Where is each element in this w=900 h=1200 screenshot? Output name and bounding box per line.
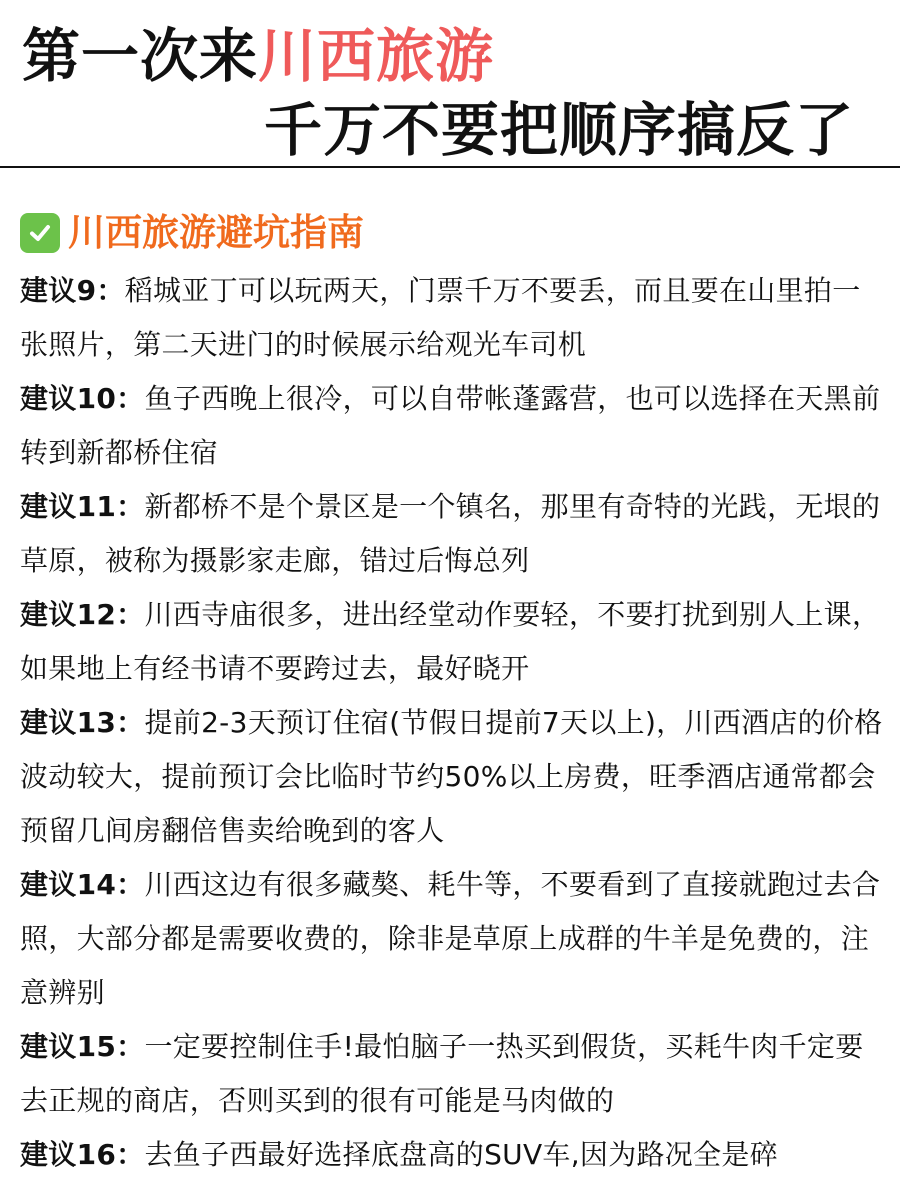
tip-label: 建议9： [20,274,125,307]
tip-text: 新都桥不是个景区是一个镇名，那里有奇特的光践，无垠的草原，被称为摄影家走廊，错过后悔总列 [20,490,881,577]
tip-item [20,858,884,1020]
tip-text: 川西这边有很多藏獒、耗牛等，不要看到了直接就跑过去合照，大部分都是需要收费的，除非是草原上成群的牛羊是免费的，注意辨别 [20,868,881,1009]
tip-item [20,264,884,372]
tip-text: 鱼子西晚上很冷，可以自带帐蓬露营，也可以选择在天黑前转到新都桥住宿 [20,382,881,469]
tip-label: 建议15： [20,1030,145,1063]
page-subtitle: 千万不要把顺序搞反了 [263,96,854,164]
tip-label: 建议11： [20,490,145,523]
header [0,0,900,170]
tip-text: 稻城亚丁可以玩两天，门票千万不要丢，而且要在山里拍一张照片，第二天进门的时候展示给观光车司机 [20,274,861,361]
tip-label: 建议14： [20,868,145,901]
title-prefix: 第一次来 [22,22,259,90]
check-mark-icon [26,219,54,247]
tip-text: 去鱼子西最好选择底盘高的SUV车,因为路况全是碎 [144,1138,778,1171]
tip-item [20,372,884,480]
tip-text: 提前2-3天预订住宿(节假日提前7天以上)，川西酒店的价格波动较大，提前预订会比临时节约50%以上房费，旺季酒店通常都会预留几间房翻倍售卖给晚到的客人 [20,706,883,847]
tip-label: 建议16： [20,1138,145,1171]
tip-item [20,696,884,858]
tips-list [20,264,884,1182]
check-box-icon [20,213,60,253]
title-highlight: 川西旅游 [258,22,495,90]
tip-text: 川西寺庙很多，进出经堂动作要轻，不要打扰到别人上课，如果地上有经书请不要跨过去，最好晓开 [20,598,881,685]
tip-label: 建议10： [20,382,145,415]
tip-label: 建议12： [20,598,145,631]
section-title: 川西旅游避坑指南 [68,211,364,254]
tip-item [20,1020,884,1128]
tip-label: 建议13： [20,706,145,739]
tip-item [20,1128,884,1182]
header-divider [0,166,900,168]
tip-item [20,480,884,588]
tip-item [20,588,884,696]
page-title [22,18,494,94]
tip-text: 一定要控制住手!最怕脑子一热买到假货，买耗牛肉千定要去正规的商店，否则买到的很有可能是马肉做的 [20,1030,864,1117]
section-heading [20,208,364,258]
